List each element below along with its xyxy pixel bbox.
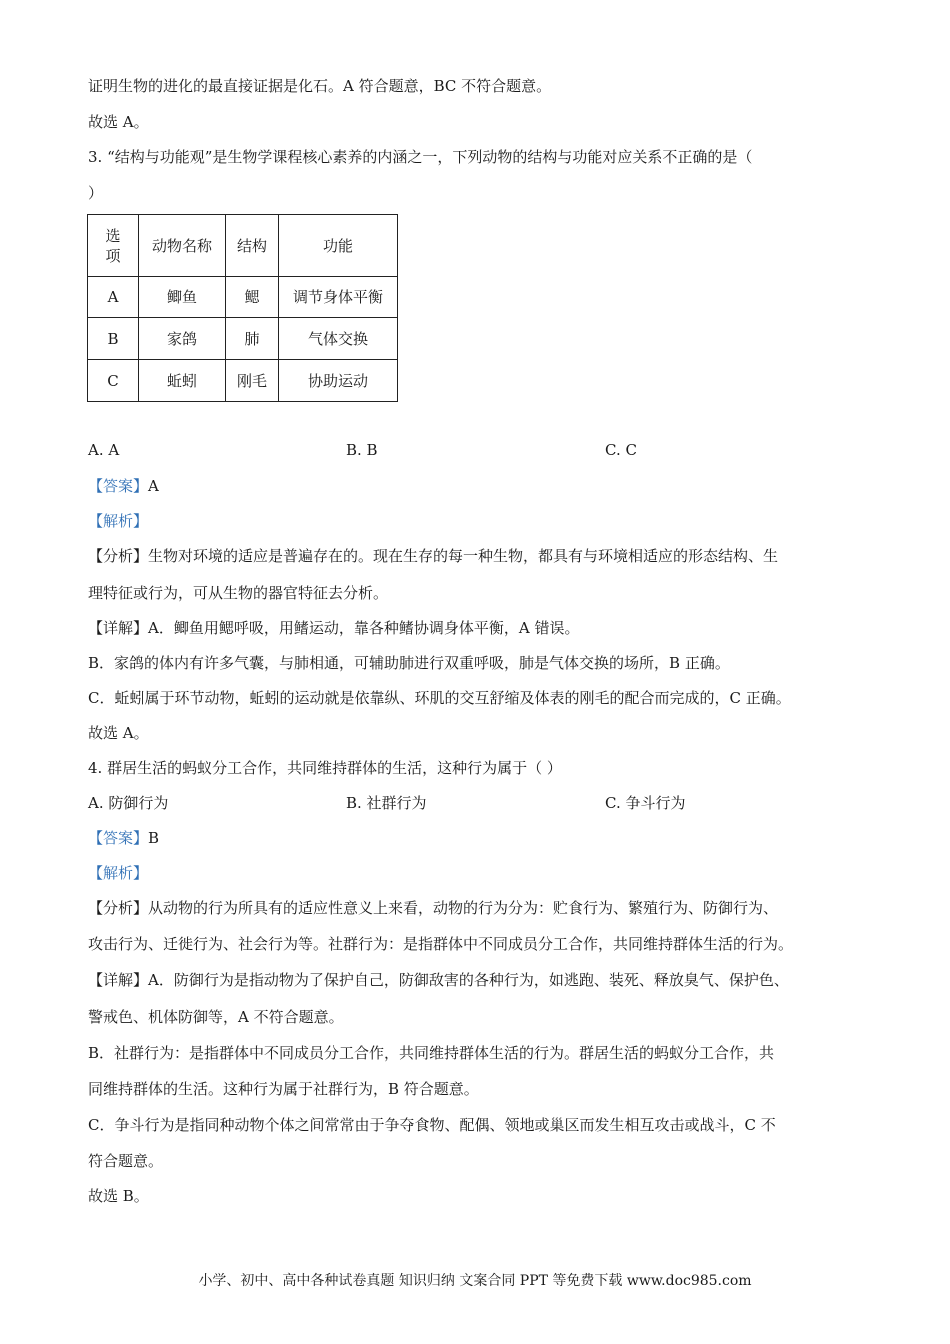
table-cell: 鳃 xyxy=(226,277,279,318)
analysis-tag: 【解析】 xyxy=(88,864,149,882)
table-header-cell xyxy=(88,215,139,277)
table-cell: 刚毛 xyxy=(226,360,279,402)
explain-text: A．鲫鱼用鳃呼吸，用鳍运动，靠各种鳍协调身体平衡，A 错误。 xyxy=(148,619,580,637)
table-cell: A xyxy=(88,277,139,318)
option-a: A. 防御行为 xyxy=(88,794,169,812)
table-header-cell: 结构 xyxy=(226,215,279,277)
question-3-stem-close: ） xyxy=(88,184,104,202)
table-header-text: 项 xyxy=(105,246,121,265)
answer-line xyxy=(88,476,159,496)
analysis-tag: 【解析】 xyxy=(88,512,149,530)
explain-line: 警戒色、机体防御等，A 不符合题意。 xyxy=(88,1008,344,1026)
table-cell: C xyxy=(88,360,139,402)
explain-text: 生物对环境的适应是普遍存在的。现在生存的每一种生物，都具有与环境相适应的形态结构、生 xyxy=(148,547,779,565)
table-row xyxy=(88,318,398,360)
table-cell: 鲫鱼 xyxy=(139,277,226,318)
explain-line: B．社群行为：是指群体中不同成员分工合作，共同维持群体生活的行为。群居生活的蚂蚁分工合作，共 xyxy=(88,1044,775,1062)
option-b: B. B xyxy=(346,441,378,459)
option-c: C. 争斗行为 xyxy=(605,794,686,812)
explain-text: 从动物的行为所具有的适应性意义上来看，动物的行为分为：贮食行为、繁殖行为、防御行为、 xyxy=(148,899,779,917)
table-row xyxy=(88,277,398,318)
table-cell: 调节身体平衡 xyxy=(279,277,398,318)
explain-line: 攻击行为、迁徙行为、社会行为等。社群行为：是指群体中不同成员分工合作，共同维持群体生活的行为。 xyxy=(88,935,794,953)
table-cell: 气体交换 xyxy=(279,318,398,360)
option-a: A. A xyxy=(88,441,120,459)
table-row xyxy=(88,360,398,402)
explain-line: 故选 A。 xyxy=(88,724,149,742)
table-header-row xyxy=(88,215,398,277)
explain-line: 同维持群体的生活。这种行为属于社群行为，B 符合题意。 xyxy=(88,1080,479,1098)
question-3-stem: 3. “结构与功能观”是生物学课程核心素养的内涵之一，下列动物的结构与功能对应关系不正确的是（ xyxy=(88,148,753,166)
answer-tag: 【答案】 xyxy=(88,477,149,495)
table-cell: 协助运动 xyxy=(279,360,398,402)
explain-text: A．防御行为是指动物为了保护自己，防御敌害的各种行为，如逃跑、装死、释放臭气、保护色、 xyxy=(148,971,789,989)
table-cell: 家鸽 xyxy=(139,318,226,360)
option-b: B. 社群行为 xyxy=(346,794,427,812)
text-line: 故选 A。 xyxy=(88,113,149,131)
explain-line xyxy=(88,970,789,990)
explain-line: 符合题意。 xyxy=(88,1152,164,1170)
answer-tag: 【答案】 xyxy=(88,829,149,847)
table-cell: 肺 xyxy=(226,318,279,360)
explain-line: 理特征或行为，可从生物的器官特征去分析。 xyxy=(88,584,389,602)
explain-line xyxy=(88,898,778,918)
answer-line xyxy=(88,828,159,848)
explain-tag: 【分析】 xyxy=(88,899,149,917)
table-header-cell: 功能 xyxy=(279,215,398,277)
answer-value: A xyxy=(148,477,159,495)
structure-function-table xyxy=(87,214,398,402)
explain-tag: 【详解】 xyxy=(88,619,149,637)
explain-tag: 【分析】 xyxy=(88,547,149,565)
table-header-cell: 动物名称 xyxy=(139,215,226,277)
table-cell: 蚯蚓 xyxy=(139,360,226,402)
explain-line xyxy=(88,618,579,638)
explain-line: B．家鸽的体内有许多气囊，与肺相通，可辅助肺进行双重呼吸，肺是气体交换的场所，B 正确。 xyxy=(88,654,730,672)
explain-line xyxy=(88,546,778,566)
answer-value: B xyxy=(148,829,160,847)
question-4-stem: 4. 群居生活的蚂蚁分工合作，共同维持群体的生活，这种行为属于（ ） xyxy=(88,759,562,777)
page-footer: 小学、初中、高中各种试卷真题 知识归纳 文案合同 PPT 等免费下载 www.doc985.com xyxy=(198,1273,752,1289)
table-header-text: 选 xyxy=(105,226,121,245)
explain-tag: 【详解】 xyxy=(88,971,149,989)
explain-line: C．蚯蚓属于环节动物，蚯蚓的运动就是依靠纵、环肌的交互舒缩及体表的刚毛的配合而完成的，C 正确。 xyxy=(88,689,791,707)
table-cell: B xyxy=(88,318,139,360)
explain-line: 故选 B。 xyxy=(88,1187,149,1205)
text-line: 证明生物的进化的最直接证据是化石。A 符合题意，BC 不符合题意。 xyxy=(88,77,552,95)
option-c: C. C xyxy=(605,441,637,459)
explain-line: C．争斗行为是指同种动物个体之间常常由于争夺食物、配偶、领地或巢区而发生相互攻击或战斗，C 不 xyxy=(88,1116,776,1134)
